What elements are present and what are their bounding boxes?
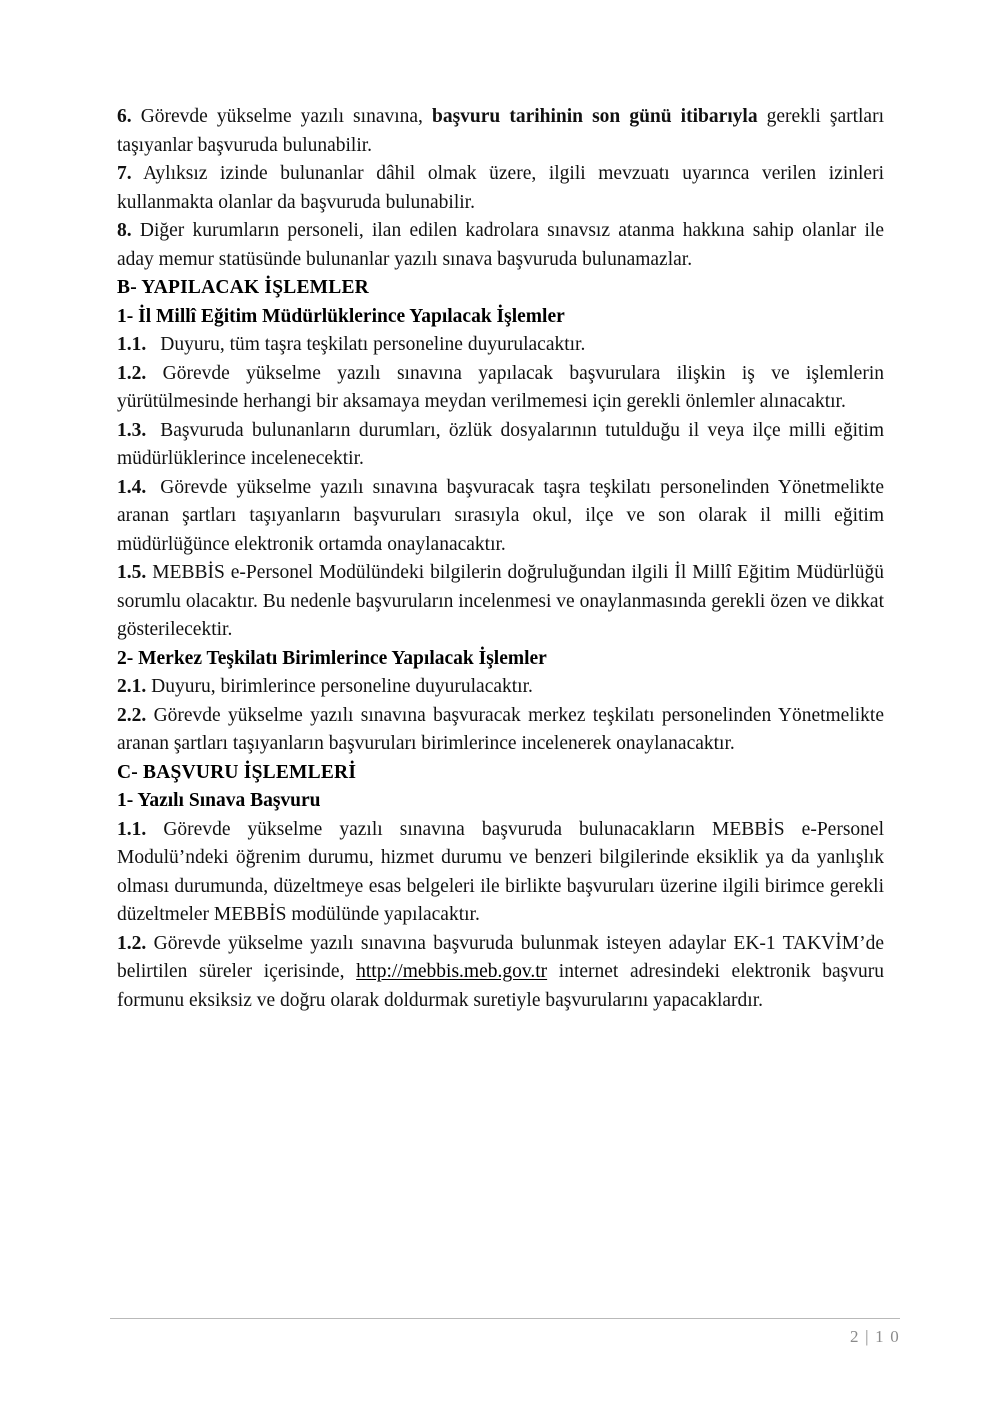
paragraph-item-2-2	[117, 702, 884, 759]
paragraph-text: Aylıksız izinde bulunanlar dâhil olmak üzere, ilgili mevzuatı uyarınca verilen izinleri kullanmakta olanlar da başvuruda bulunabilir.	[117, 163, 884, 213]
paragraph-text: Görevde yükselme yazılı sınavına başvuracak taşra teşkilatı personelinden Yönetmelikte aranan şartları taşıyanların başvuruları sırasıyla okul, ilçe ve son olarak il milli eğitim müdürlüğünce elektronik ortamda onaylanacaktır.	[117, 476, 884, 555]
paragraph-number: 6.	[117, 106, 132, 127]
section-heading-c: C- BAŞVURU İŞLEMLERİ	[117, 761, 357, 783]
paragraph-number: 1.1.	[117, 818, 147, 840]
paragraph-text: Görevde yükselme yazılı sınavına yapılacak başvurulara ilişkin iş ve işlemlerin yürütülmesinde herhangi bir aksamaya meydan verilmemesi için gerekli önlemler alınacaktır.	[117, 362, 884, 412]
paragraph-item-8	[117, 217, 884, 274]
paragraph-number: 2.2.	[117, 704, 147, 726]
section-heading-b: B- YAPILACAK İŞLEMLER	[117, 277, 369, 298]
paragraph-text: Görevde yükselme yazılı sınavına başvuracak merkez teşkilatı personelinden Yönetmelikte aranan şartları taşıyanların başvuruları birimlerince incelenerek onaylanacaktır.	[117, 704, 884, 754]
paragraph-text: MEBBİS e-Personel Modülündeki bilgilerin doğruluğundan ilgili İl Millî Eğitim Müdürlüğü sorumlu olacaktır. Bu nedenle başvuruların incelenmesi ve onaylanmasında gerekli özen ve dikkat gösterilecektir.	[117, 562, 884, 640]
paragraph-text: Duyuru, birimlerince personeline duyurulacaktır.	[146, 676, 533, 697]
paragraph-number: 1.2.	[117, 362, 147, 384]
paragraph-item-1-3	[117, 417, 884, 474]
paragraph-number: 8.	[117, 220, 132, 241]
paragraph-number: 2.1.	[117, 676, 147, 697]
paragraph-emphasis: başvuru tarihinin son günü itibarıyla	[431, 106, 758, 127]
section-subheading-b-1: 1- İl Millî Eğitim Müdürlüklerince Yapılacak İşlemler	[117, 305, 565, 327]
paragraph-text-before: Görevde yükselme yazılı sınavına,	[131, 106, 432, 127]
paragraph-number: 1.2.	[117, 932, 147, 954]
paragraph-item-7	[117, 160, 884, 217]
paragraph-text: Görevde yükselme yazılı sınavına başvuruda bulunacakların MEBBİS e-Personel Modulü’ndeki öğrenim durumu, hizmet durumu ve benzeri bilgilerinde eksiklik ya da yanlışlık olması durumunda, düzeltmeye esas belgeleri ile birlikte başvuruları üzerine ilgili birimce gerekli düzeltmeler MEBBİS modülünde yapılacaktır.	[117, 818, 884, 925]
paragraph-number: 1.4.	[117, 476, 147, 498]
paragraph-item-1-5	[117, 559, 884, 645]
paragraph-item-c-1-1	[117, 816, 884, 930]
paragraph-text: Diğer kurumların personeli, ilan edilen kadrolara sınavsız atanma hakkına sahip olanlar ile aday memur statüsünde bulunanlar yazılı sınava başvuruda bulunamazlar.	[117, 220, 884, 270]
section-subheading-b-2: 2- Merkez Teşkilatı Birimlerince Yapılacak İşlemler	[117, 647, 547, 669]
page-number: 2 | 1 0	[849, 1327, 900, 1346]
paragraph-number: 7.	[117, 163, 132, 184]
paragraph-item-1-1	[117, 331, 884, 360]
section-subheading-c-1: 1- Yazılı Sınava Başvuru	[117, 790, 321, 811]
paragraph-item-1-2	[117, 360, 884, 417]
paragraph-text-after: internet adresindeki elektronik başvuru formunu eksiksiz ve doğru olarak doldurmak suretiyle başvurularını yapacaklardır.	[117, 961, 885, 1011]
paragraph-text-after: gerekli şartları taşıyanlar başvuruda bulunabilir.	[117, 106, 884, 156]
paragraph-text: Duyuru, tüm taşra teşkilatı personeline duyurulacaktır.	[160, 334, 586, 355]
paragraph-text-before: Görevde yükselme yazılı sınavına başvuruda bulunmak isteyen adaylar EK-1 TAKVİM’de belirtilen süreler içerisinde,	[117, 932, 884, 982]
page-footer	[110, 1318, 900, 1348]
mebbis-url-link[interactable]: http://mebbis.meb.gov.tr	[356, 961, 548, 982]
document-body	[117, 103, 884, 1015]
paragraph-text: Başvuruda bulunanların durumları, özlük dosyalarının tutulduğu il veya ilçe milli eğitim müdürlüklerince incelenecektir.	[117, 419, 884, 469]
paragraph-number: 1.3.	[117, 419, 147, 441]
paragraph-item-c-1-2	[117, 930, 884, 1016]
paragraph-number: 1.5.	[117, 562, 147, 583]
paragraph-item-2-1	[117, 673, 884, 702]
paragraph-item-6	[117, 103, 884, 160]
paragraph-item-1-4	[117, 474, 884, 560]
paragraph-number: 1.1.	[117, 334, 147, 355]
